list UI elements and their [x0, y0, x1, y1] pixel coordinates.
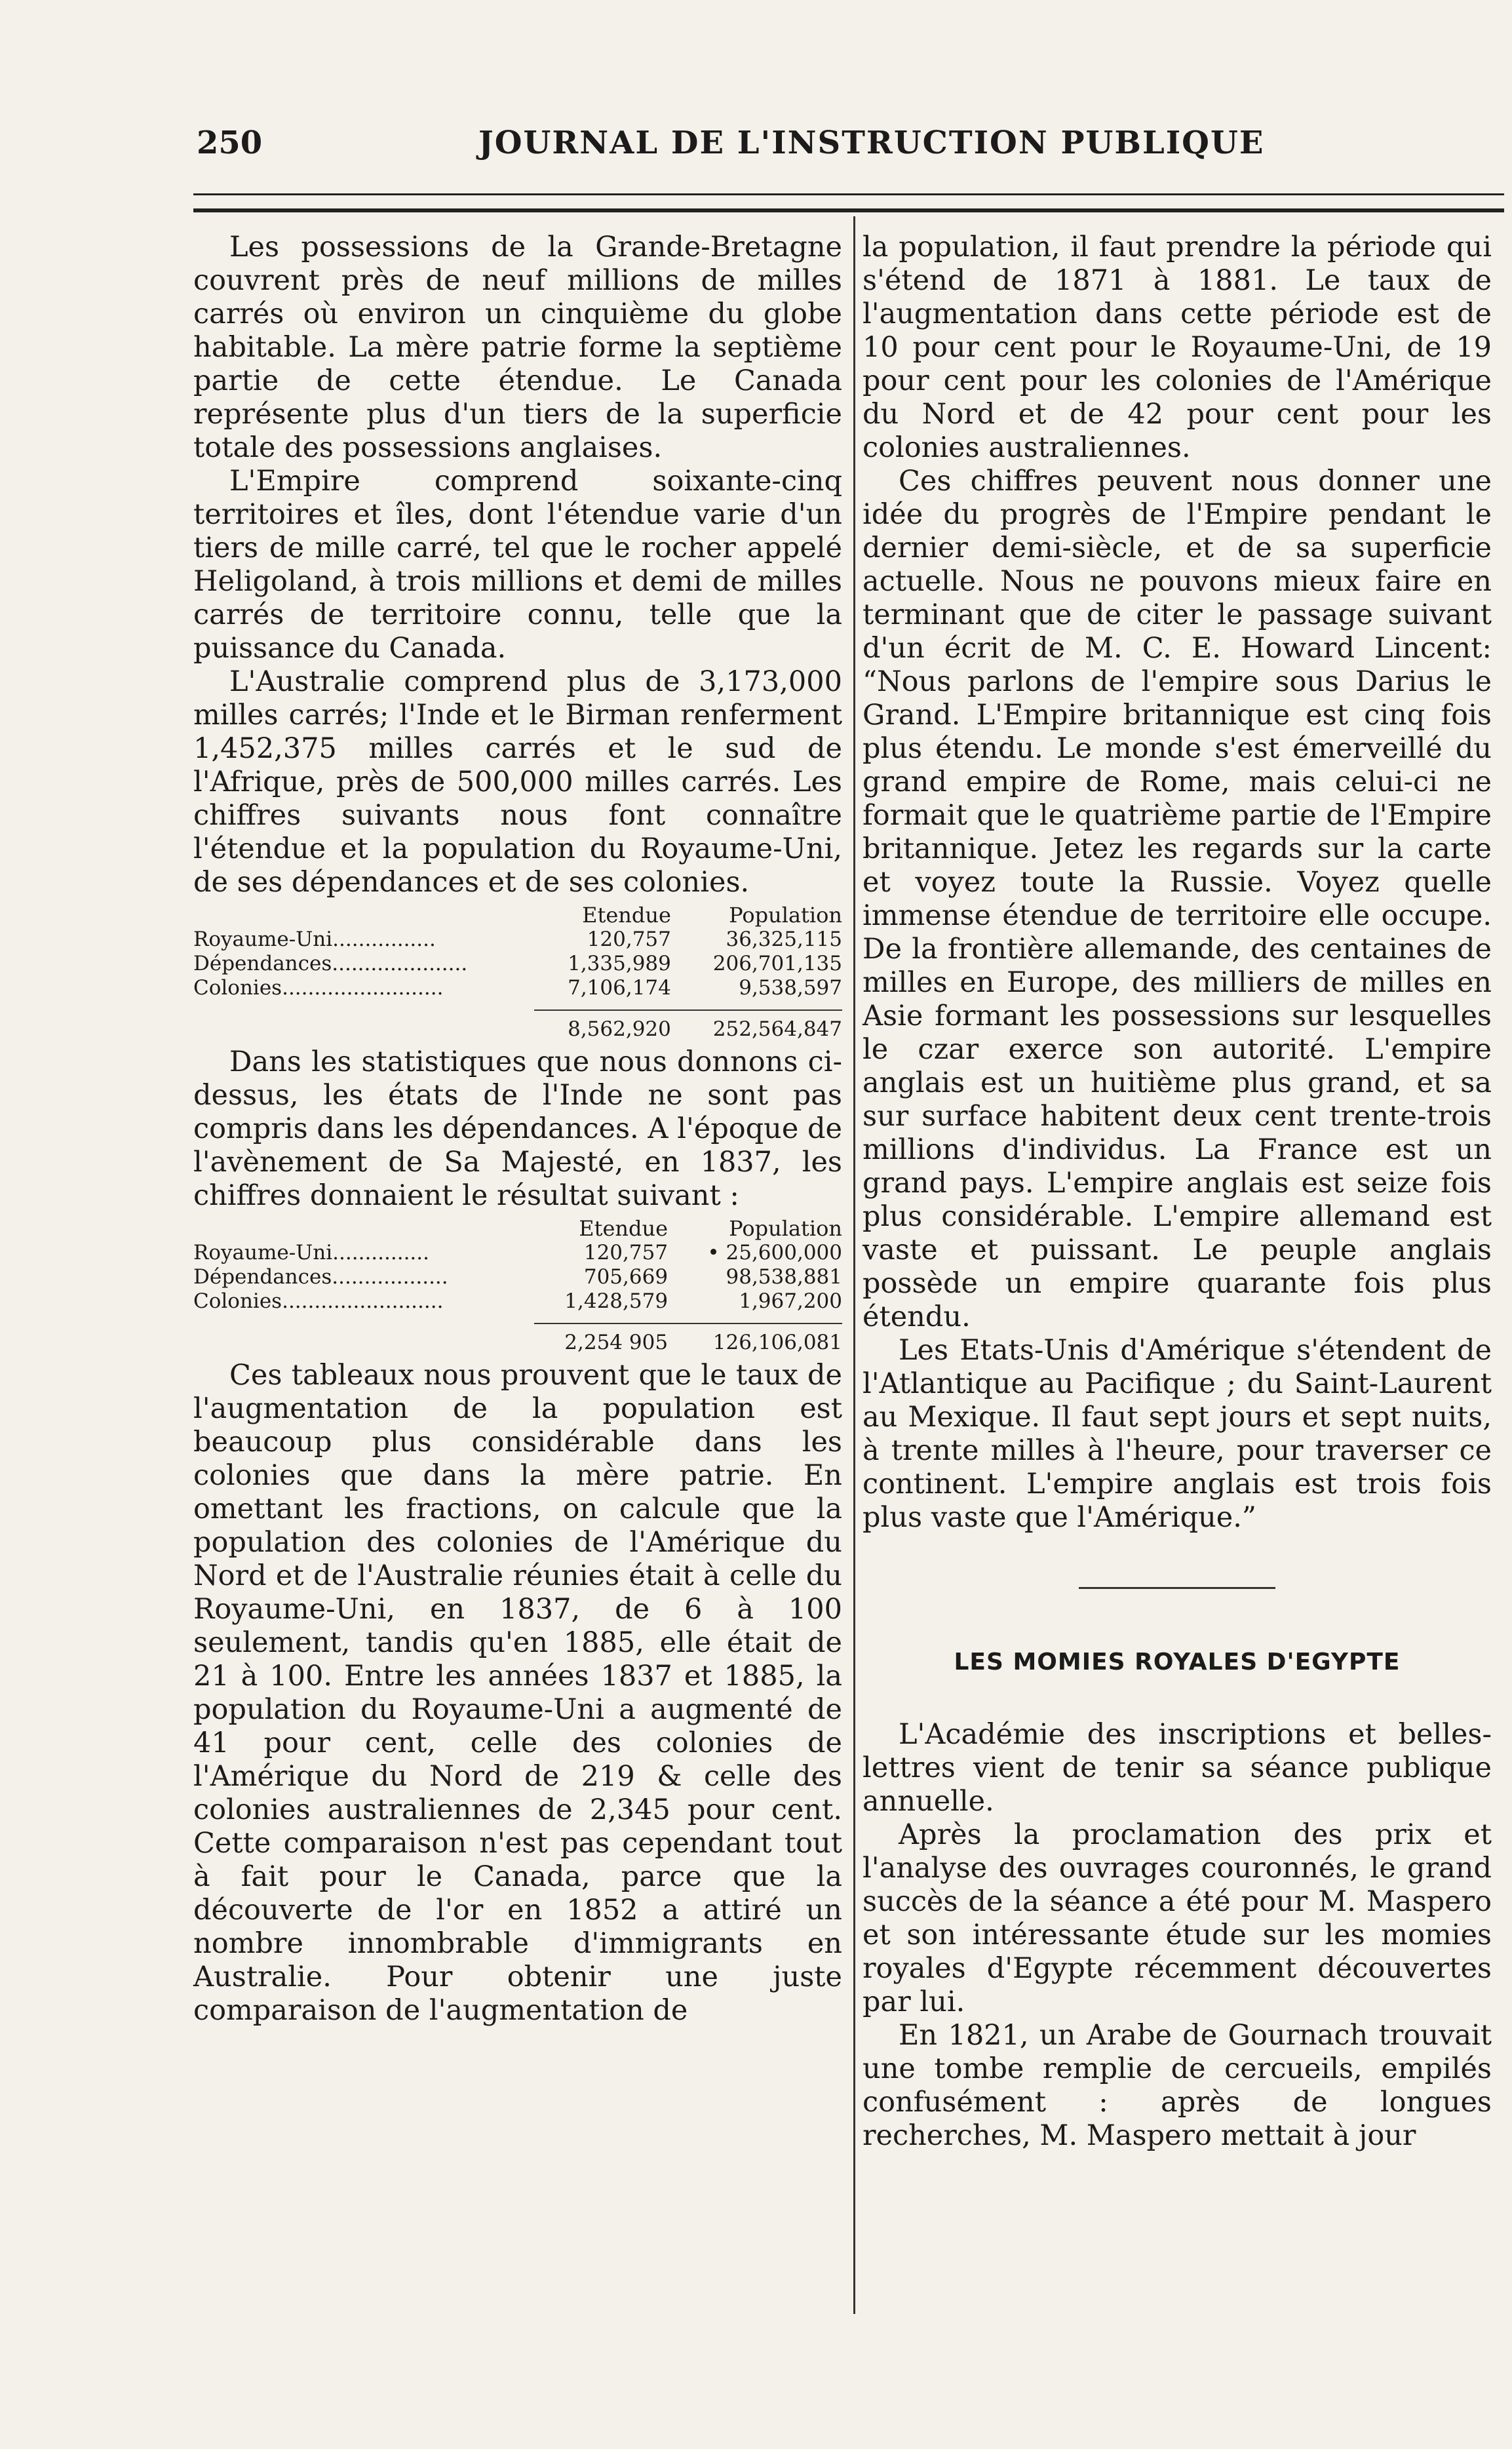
table-cell: 1,967,200 — [739, 1289, 842, 1313]
header-rule-thick — [193, 208, 1504, 212]
paragraph: En 1821, un Arabe de Gournach trouvait une tombe remplie de cercueils, empilés confusément : après de longues recherches, M. Maspero mettait à jour — [863, 2019, 1492, 2152]
paragraph: la population, il faut prendre la période qui s'étend de 1871 à 1881. Le taux de l'augmentation dans cette période est de 10 pour cent pour le Royaume-Uni, de 19 pour cent pour les colonies de l'Amérique du Nord et de 42 pour cent pour les colonies australiennes. — [863, 231, 1492, 464]
stats-table-1837 — [193, 1217, 842, 1355]
table-cell: 120,757 — [583, 1241, 669, 1264]
table-total-row — [193, 1000, 842, 1042]
left-column — [193, 231, 842, 2028]
stats-table-current — [193, 903, 842, 1042]
header-rule-thin — [193, 193, 1504, 195]
table-cell: • 25,600,000 — [707, 1241, 842, 1264]
table-total-row — [193, 1314, 842, 1355]
paragraph: Après la proclamation des prix et l'analyse des ouvrages couronnés, le grand succès de la séance a été pour M. Maspero et son intéressante étude sur les momies royales d'Egypte récemment découvertes par lui. — [863, 1818, 1492, 2018]
table-total-cell: 126,106,081 — [668, 1323, 842, 1355]
table-cell: Dépendances..................... — [193, 952, 468, 975]
table-header-row — [193, 1217, 842, 1241]
table-header-cell: Population — [729, 903, 842, 928]
table-row — [193, 976, 842, 1000]
table-cell: 1,428,579 — [564, 1289, 669, 1313]
section-divider — [1079, 1587, 1275, 1589]
table-cell: 120,757 — [587, 928, 671, 951]
table-cell: 7,106,174 — [568, 976, 671, 1000]
paragraph: L'Australie comprend plus de 3,173,000 milles carrés; l'Inde et le Birman renferment 1,452,375 milles carrés et le sud de l'Afrique, près de 500,000 milles carrés. Les chiffres suivants nous font connaître l'étendue et la population du Royaume-Uni, de ses dépendances et de ses colonies. — [193, 665, 842, 899]
paragraph: L'Académie des inscriptions et belles-lettres vient de tenir sa séance publique annuelle. — [863, 1718, 1492, 1818]
table-row — [193, 1289, 842, 1314]
table-row — [193, 928, 842, 952]
paragraph: Dans les statistiques que nous donnons ci-dessus, les états de l'Inde ne sont pas compris dans les dépendances. A l'époque de l'avènement de Sa Majesté, en 1837, les chiffres donnaient le résultat suivant : — [193, 1046, 842, 1212]
table-header-cell: Etendue — [579, 1216, 669, 1241]
table-cell: Royaume-Uni............... — [193, 1241, 429, 1264]
page-number: 250 — [197, 125, 263, 161]
paragraph: Ces chiffres peuvent nous donner une idée du progrès de l'Empire pendant le dernier demi-siècle, et de sa superficie actuelle. Nous ne pouvons mieux faire en terminant que de citer le passage suivant d'un écrit de M. C. E. Howard Lincent: “Nous parlons de l'empire sous Darius le Grand. L'Empire britannique est cinq fois plus étendu. Le monde s'est émerveillé du grand empire de Rome, mais celui-ci ne formait que le quatrième partie de l'Empire britannique. Jetez les regards sur la carte et voyez toute la Russie. Voyez quelle immense étendue de territoire elle occupe. De la frontière allemande, des centaines de milles en Europe, des milliers de milles en Asie formant les possessions sur lesquelles le czar exerce son autorité. L'empire anglais est un huitième plus grand, et sa sur surface habitent deux cent trente-trois millions d'individus. La France est un grand pays. L'empire anglais est seize fois plus considérable. L'empire allemand est vaste et puissant. Le peuple anglais possède un empire quarante fois plus étendu. — [863, 465, 1492, 1333]
section-title: LES MOMIES ROYALES D'EGYPTE — [954, 1649, 1401, 1675]
table-header-cell — [193, 1217, 534, 1241]
paragraph: Les Etats-Unis d'Amérique s'étendent de l'Atlantique au Pacifique ; du Saint-Laurent au Mexique. Il faut sept jours et sept nuits, à trente milles à l'heure, pour traverser ce continent. L'empire anglais est trois fois plus vaste que l'Amérique.” — [863, 1334, 1492, 1534]
table-cell: Colonies......................... — [193, 976, 444, 1000]
page-header — [197, 125, 1507, 177]
table-cell: 206,701,135 — [712, 952, 842, 975]
table-row — [193, 952, 842, 976]
table-header-row — [193, 903, 842, 928]
table-cell: Dépendances.................. — [193, 1265, 448, 1289]
table-cell: 1,335,989 — [568, 952, 671, 975]
table-row — [193, 1265, 842, 1289]
table-total-cell: 252,564,847 — [671, 1009, 842, 1042]
table-cell: Colonies......................... — [193, 1289, 444, 1313]
table-cell: Royaume-Uni................ — [193, 928, 436, 951]
table-total-cell: 8,562,920 — [534, 1009, 671, 1042]
journal-title: JOURNAL DE L'INSTRUCTION PUBLIQUE — [478, 125, 1265, 161]
table-header-cell: Etendue — [582, 903, 671, 928]
table-cell: 36,325,115 — [726, 928, 842, 951]
table-row — [193, 1241, 842, 1265]
paragraph: L'Empire comprend soixante-cinq territoires et îles, dont l'étendue varie d'un tiers de mille carré, tel que le rocher appelé Heligoland, à trois millions et demi de milles carrés de territoire connu, telle que la puissance du Canada. — [193, 465, 842, 665]
paragraph: Ces tableaux nous prouvent que le taux de l'augmentation de la population est beaucoup plus considérable dans les colonies que dans la mère patrie. En omettant les fractions, on calcule que la population des colonies de l'Amérique du Nord et de l'Australie réunies était à celle du Royaume-Uni, en 1837, de 6 à 100 seulement, tandis qu'en 1885, elle était de 21 à 100. Entre les années 1837 et 1885, la population du Royaume-Uni a augmenté de 41 pour cent, celle des colonies de l'Amérique du Nord de 219 & celle des colonies australiennes de 2,345 pour cent. Cette comparaison n'est pas cependant tout à fait pour le Canada, parce que la découverte de l'or en 1852 a attiré un nombre innombrable d'immigrants en Australie. Pour obtenir une juste comparaison de l'augmentation de — [193, 1359, 842, 2027]
right-column — [863, 231, 1492, 2153]
table-cell: 705,669 — [583, 1265, 669, 1289]
table-cell: 98,538,881 — [726, 1265, 842, 1289]
column-separator — [853, 216, 855, 2314]
table-cell: 9,538,597 — [739, 976, 842, 1000]
table-header-cell: Population — [729, 1216, 842, 1241]
table-header-cell — [193, 903, 534, 928]
paragraph: Les possessions de la Grande-Bretagne couvrent près de neuf millions de milles carrés où environ un cinquième du globe habitable. La mère patrie forme la septième partie de cette étendue. Le Canada représente plus d'un tiers de la superficie totale des possessions anglaises. — [193, 231, 842, 464]
table-total-cell: 2,254 905 — [534, 1323, 668, 1355]
